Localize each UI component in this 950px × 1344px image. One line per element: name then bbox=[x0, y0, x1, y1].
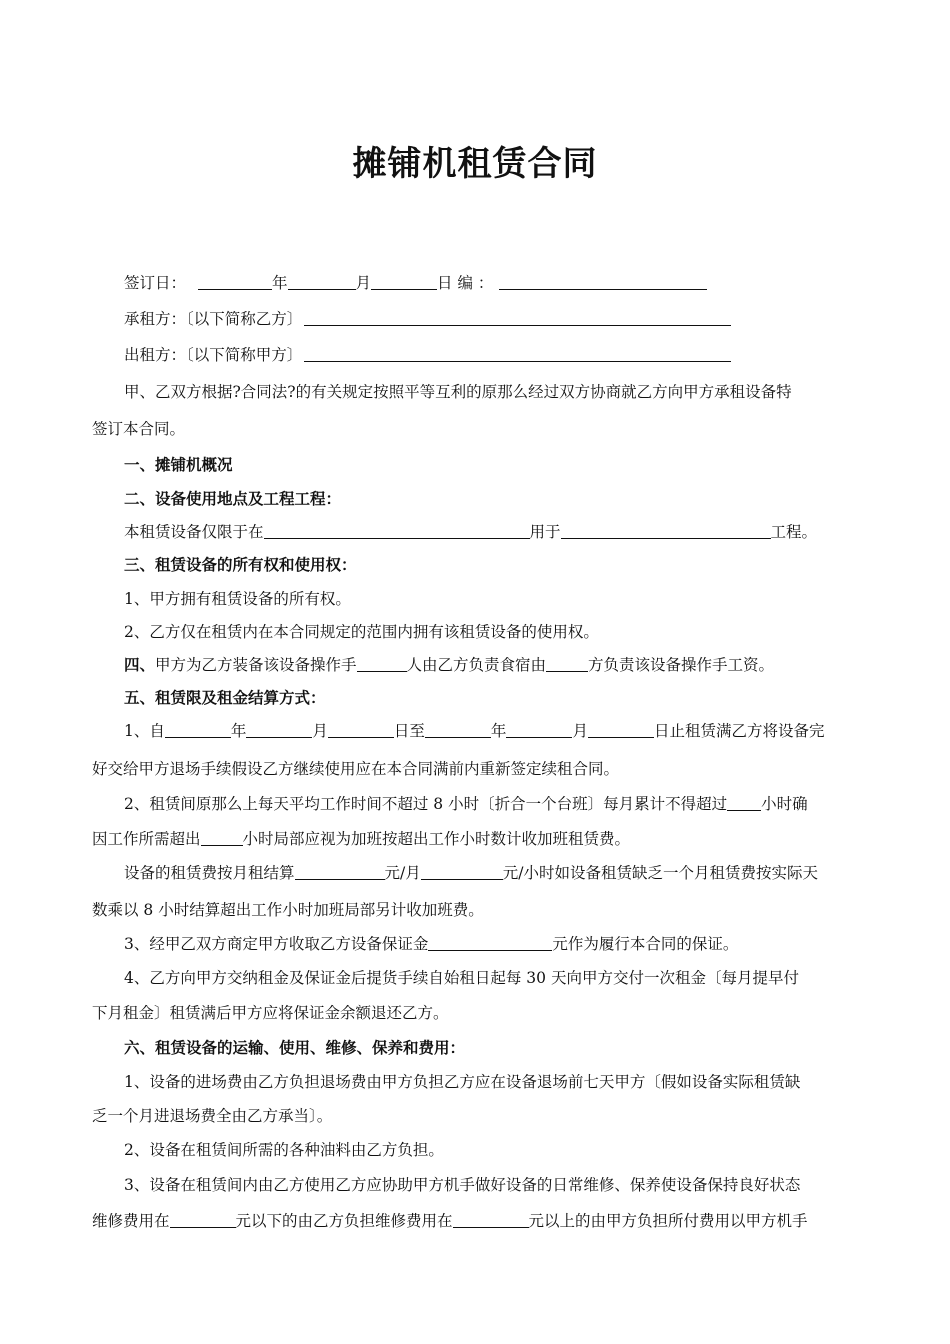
hourly-rent-blank bbox=[421, 863, 503, 880]
section-2-title: 二、设备使用地点及工程工程： bbox=[124, 489, 342, 508]
month-label: 月 bbox=[355, 274, 372, 292]
end-day-blank bbox=[588, 721, 654, 738]
section-6-title: 六、租赁设备的运输、使用、维修、保养和费用： bbox=[124, 1038, 466, 1057]
section-3-p2: 2、乙方仅在租赁内在本合同规定的范围内拥有该租赁设备的使用权。 bbox=[124, 623, 599, 641]
section-3-p1: 1、甲方拥有租赁设备的所有权。 bbox=[124, 590, 351, 608]
location-text: 本租赁设备仅限于在 bbox=[124, 523, 264, 541]
overtime-hours-blank bbox=[201, 829, 243, 846]
section-6-p3-line-2 bbox=[92, 1211, 808, 1231]
project-suffix: 工程。 bbox=[770, 523, 818, 541]
section-4-text-c: 方负责该设备操作手工资。 bbox=[588, 656, 775, 674]
p1-end-text: 日止租赁满乙方将设备完 bbox=[653, 722, 825, 740]
p63-text-b: 元以下的由乙方负担维修费用在 bbox=[235, 1212, 453, 1230]
start-year-blank bbox=[165, 721, 231, 738]
repair-high-blank bbox=[453, 1211, 529, 1228]
section-3-title: 三、租赁设备的所有权和使用权： bbox=[124, 555, 357, 574]
lessor-blank bbox=[304, 345, 731, 362]
location-blank bbox=[264, 522, 530, 539]
section-4-text-b: 人由乙方负责食宿由 bbox=[406, 656, 547, 674]
p3-text-a: 设备的租赁费按月租结算 bbox=[124, 864, 295, 882]
repair-low-blank bbox=[170, 1211, 236, 1228]
start-month-blank bbox=[246, 721, 312, 738]
p2-text-d: 小时局部应视为加班按超出工作小时数计收加班租赁费。 bbox=[242, 830, 631, 848]
monthly-hours-blank bbox=[727, 794, 761, 811]
p1-end-year: 年 bbox=[490, 722, 507, 740]
p3-text-c: 元/小时如设备租赁缺乏一个月租赁费按实际天 bbox=[502, 864, 818, 882]
day-blank bbox=[371, 273, 437, 290]
section-5-p1-line-1 bbox=[124, 721, 824, 741]
section-1-title: 一、摊铺机概况 bbox=[124, 455, 233, 474]
start-day-blank bbox=[328, 721, 394, 738]
monthly-rent-blank bbox=[295, 863, 385, 880]
wage-party-blank bbox=[546, 655, 588, 672]
section-2-location bbox=[124, 522, 817, 542]
sign-date-label: 签订日： bbox=[124, 274, 187, 292]
section-5-p3-line-1 bbox=[124, 863, 818, 883]
lessee-line bbox=[124, 309, 731, 329]
year-blank bbox=[198, 273, 272, 290]
lessee-label: 承租方：〔以下简称乙方〕 bbox=[124, 310, 303, 328]
section-5-p5-line-1: 4、乙方向甲方交纳租金及保证金后提货手续自始租日起每 30 天向甲方交付一次租金〔每月提早付 bbox=[124, 969, 799, 987]
lessor-line bbox=[124, 345, 731, 365]
deposit-blank bbox=[428, 934, 552, 951]
project-blank bbox=[561, 522, 771, 539]
p1-end-month: 月 bbox=[572, 722, 588, 740]
section-5-p3-line-2: 数乘以 8 小时结算超出工作小时加班局部另计收加班费。 bbox=[92, 901, 484, 919]
section-6-p2: 2、设备在租赁间所需的各种油料由乙方负担。 bbox=[124, 1141, 444, 1159]
p1-year: 年 bbox=[230, 722, 247, 740]
section-5-p4 bbox=[124, 934, 738, 954]
p4-text-a: 3、经甲乙双方商定甲方收取乙方设备保证金 bbox=[124, 935, 429, 953]
p63-text-c: 元以上的由甲方负担所付费用以甲方机手 bbox=[528, 1212, 808, 1230]
end-year-blank bbox=[425, 721, 491, 738]
section-4-text-a: 甲方为乙方装备该设备操作手 bbox=[155, 656, 357, 674]
lessee-blank bbox=[304, 309, 731, 326]
section-6-p1-line-2: 乏一个月进退场费全由乙方承当〕。 bbox=[92, 1107, 333, 1125]
p1-day-to: 日至 bbox=[393, 722, 425, 740]
operator-count-blank bbox=[357, 655, 407, 672]
section-5-p2-line-2 bbox=[92, 829, 630, 849]
page-title: 摊铺机租赁合同 bbox=[352, 144, 598, 184]
p1-from: 1、自 bbox=[124, 722, 165, 740]
section-4-title: 四、 bbox=[124, 655, 156, 674]
section-4 bbox=[124, 655, 774, 675]
p3-text-b: 元/月 bbox=[384, 864, 421, 882]
end-month-blank bbox=[506, 721, 572, 738]
p2-text-a: 2、租赁间原那么上每天平均工作时间不超过 8 小时〔折合一个台班〕每月累计不得超过 bbox=[124, 795, 728, 813]
p63-text-a: 维修费用在 bbox=[92, 1212, 170, 1230]
section-5-p2-line-1 bbox=[124, 794, 808, 814]
p2-text-c: 因工作所需超出 bbox=[92, 830, 201, 848]
p2-text-b: 小时确 bbox=[761, 795, 808, 813]
intro-line-2: 签订本合同。 bbox=[92, 420, 186, 438]
intro-line-1: 甲、乙双方根据?合同法?的有关规定按照平等互利的原那么经过双方协商就乙方向甲方承租设备特 bbox=[124, 383, 792, 401]
month-blank bbox=[288, 273, 356, 290]
lessor-label: 出租方：〔以下简称甲方〕 bbox=[124, 346, 303, 364]
section-5-p1-line-2: 好交给甲方退场手续假设乙方继续使用应在本合同满前内重新签定续租合同。 bbox=[92, 760, 620, 778]
section-6-p1-line-1: 1、设备的进场费由乙方负担退场费由甲方负担乙方应在设备退场前七天甲方〔假如设备实际租赁缺 bbox=[124, 1073, 801, 1091]
usage-text: 用于 bbox=[529, 523, 561, 541]
p1-month: 月 bbox=[312, 722, 328, 740]
contract-number-blank bbox=[499, 273, 707, 290]
section-5-title: 五、租赁限及租金结算方式： bbox=[124, 688, 326, 707]
section-5-p5-line-2: 下月租金〕租赁满后甲方应将保证金余额退还乙方。 bbox=[92, 1004, 449, 1022]
sign-date-line bbox=[124, 273, 707, 293]
section-6-p3-line-1: 3、设备在租赁间内由乙方使用乙方应协助甲方机手做好设备的日常维修、保养使设备保持良好状态 bbox=[124, 1176, 801, 1194]
p4-text-b: 元作为履行本合同的保证。 bbox=[552, 935, 739, 953]
day-code-label: 日 编 ： bbox=[437, 274, 494, 292]
year-label: 年 bbox=[272, 274, 288, 292]
